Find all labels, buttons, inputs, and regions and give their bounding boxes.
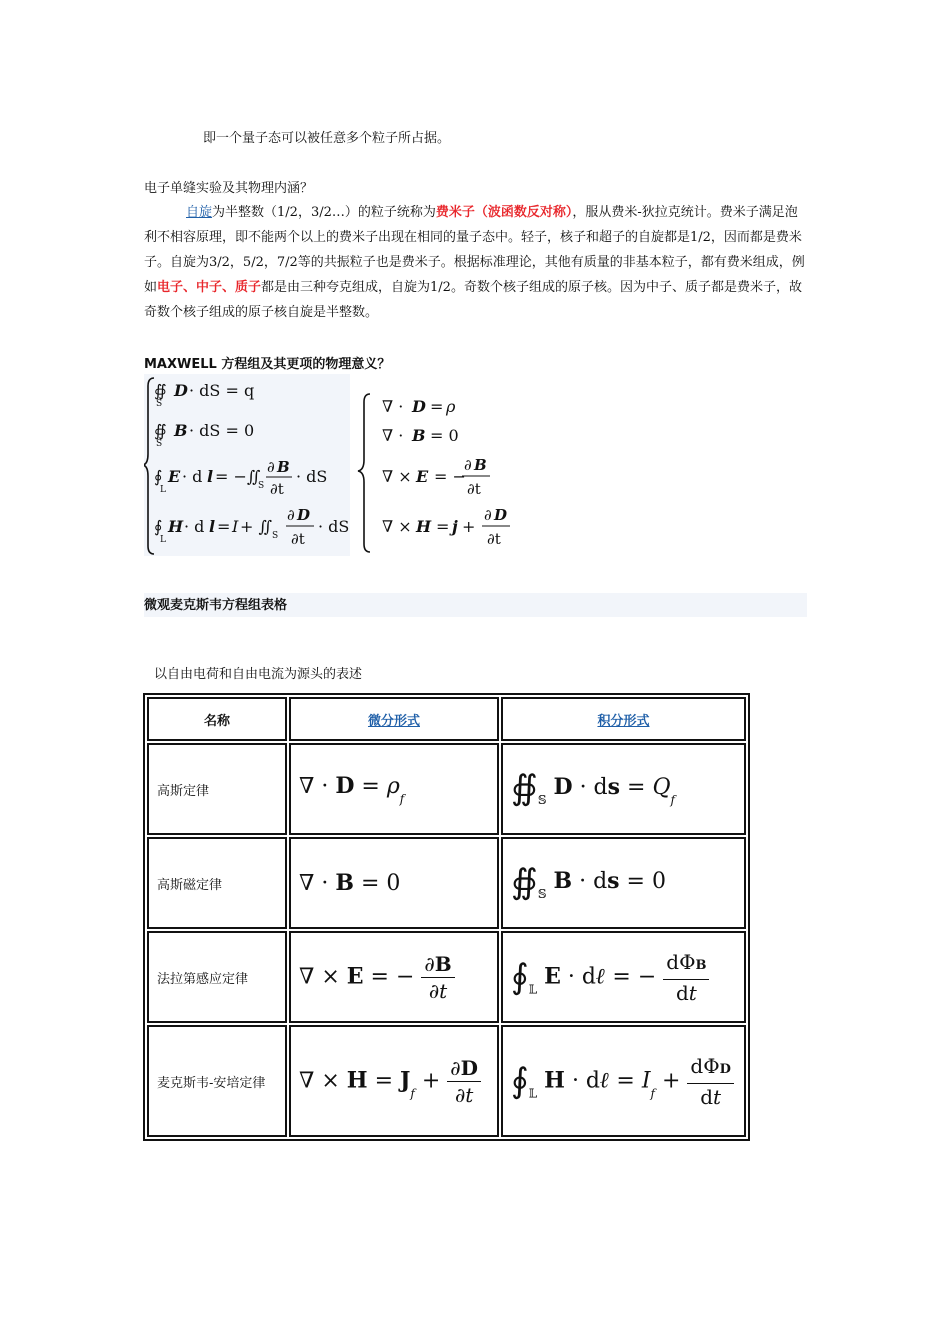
- svg-text:∯: ∯: [154, 421, 167, 440]
- svg-text:l: l: [207, 467, 214, 486]
- formula-faraday-differential: ∇ × E = − $\frac{\partial B}{\partial t}$: [289, 931, 499, 1023]
- heading-micro-maxwell: [144, 593, 807, 617]
- svg-text:B: B: [412, 426, 426, 445]
- svg-text:= −∬: = −∬: [215, 467, 261, 486]
- svg-text:=: =: [436, 517, 450, 536]
- svg-text:l: l: [209, 517, 216, 536]
- svg-text:j: j: [452, 517, 458, 536]
- svg-text:∂t: ∂t: [487, 530, 501, 548]
- svg-text:· dS: · dS: [318, 517, 350, 536]
- svg-text:I: I: [232, 517, 239, 536]
- question-single-slit: 电子单缝实验及其物理内涵？: [144, 181, 314, 196]
- svg-text:· dS = q: · dS = q: [189, 381, 255, 400]
- svg-text:D: D: [174, 381, 188, 400]
- svg-text:ρ: ρ: [446, 397, 456, 416]
- table-row: [147, 1025, 746, 1137]
- svg-text:∇ ·: ∇ ·: [382, 426, 404, 445]
- svg-text:D: D: [494, 506, 508, 524]
- heading-micro-maxwell-text: 微观麦克斯韦方程组表格: [144, 598, 288, 613]
- svg-text:S: S: [258, 481, 265, 491]
- row-name-ampere: 麦克斯韦-安培定律: [147, 1025, 287, 1137]
- fermion-highlight: 费米子（波函数反对称）: [435, 205, 573, 220]
- svg-text:=: =: [217, 517, 231, 536]
- spin-link[interactable]: 自旋: [186, 205, 213, 220]
- svg-text:D: D: [297, 506, 311, 524]
- svg-text:B: B: [474, 456, 487, 474]
- svg-text:L: L: [160, 535, 166, 545]
- svg-text:E: E: [416, 467, 429, 486]
- header-name: 名称: [147, 697, 287, 741]
- svg-text:+ ∬: + ∬: [240, 517, 273, 536]
- para-text-2: ，服从费米-狄拉克统计。费米子满足泡利不相容原理，即不能两个以上的费米子出现在相同的量子态中。轻子，核子和超子的自旋都是1/2，因而都是费米子。自旋为3/2，5/2，7/2等的共振粒子也是费米子。根据标准理论，其他有质量的非基本粒子，都有费米组成，例如: [144, 205, 805, 295]
- svg-text:∂: ∂: [267, 458, 275, 476]
- svg-text:∂t: ∂t: [467, 480, 481, 498]
- header-differential: [289, 697, 499, 741]
- table-caption: 以自由电荷和自由电流为源头的表述: [154, 667, 363, 682]
- table-row: [147, 743, 746, 835]
- table-header-row: [147, 697, 746, 741]
- svg-text:H: H: [416, 517, 432, 536]
- header-integral: [501, 697, 746, 741]
- para-text-3: 都是由三种夸克组成，自旋为1/2。奇数个核子组成的原子核。因为中子、质子都是费米子，故奇数个核子组成的原子核自旋是半整数。: [144, 280, 802, 320]
- svg-text:∯: ∯: [154, 381, 167, 400]
- svg-text:∮: ∮: [154, 467, 163, 486]
- maxwell-integral-image: [144, 374, 350, 556]
- formula-ampere-integral: $∮_𝕃$ H · dℓ = $I_f$ + $\frac{\text{dΦD}}{dt}$: [501, 1025, 746, 1137]
- integral-form-link[interactable]: 积分形式: [597, 713, 650, 729]
- maxwell-differential-image: [352, 388, 522, 556]
- formula-gauss-integral: $∯_𝕊$ D · ds = $Q_f$: [501, 743, 746, 835]
- formula-ampere-differential: ∇ × $H = J_f$ + $\frac{\partial D}{\partial t}$: [289, 1025, 499, 1137]
- svg-text:∂t: ∂t: [291, 530, 305, 548]
- svg-text:E: E: [168, 467, 181, 486]
- svg-text:S: S: [272, 531, 279, 541]
- table-row: [147, 837, 746, 929]
- svg-text:∇ ×: ∇ ×: [382, 517, 412, 536]
- svg-text:= 0: = 0: [430, 426, 459, 445]
- row-name-gauss: 高斯定律: [147, 743, 287, 835]
- differential-form-link[interactable]: 微分形式: [367, 713, 420, 729]
- svg-text:S: S: [156, 439, 163, 449]
- svg-text:B: B: [277, 458, 290, 476]
- svg-text:∂t: ∂t: [270, 480, 284, 498]
- formula-faraday-integral: $∮_𝕃$ E · dℓ = − $\frac{\text{dΦB}}{dt}$: [501, 931, 746, 1023]
- particles-highlight: 电子、中子、质子: [157, 280, 262, 295]
- row-name-faraday: 法拉第感应定律: [147, 931, 287, 1023]
- svg-text:· d: · d: [184, 517, 205, 536]
- formula-gauss-magnetism-differential: ∇ · B = 0: [289, 837, 499, 929]
- table-row: [147, 931, 746, 1023]
- svg-text:B: B: [174, 421, 188, 440]
- svg-text:∇ ·: ∇ ·: [382, 397, 404, 416]
- svg-text:∮: ∮: [154, 517, 163, 536]
- fermion-paragraph: [144, 200, 807, 325]
- svg-text:+: +: [462, 517, 476, 536]
- svg-text:S: S: [156, 399, 163, 409]
- svg-text:· dS = 0: · dS = 0: [189, 421, 255, 440]
- svg-text:· dS: · dS: [296, 467, 328, 486]
- svg-text:∂: ∂: [464, 456, 472, 474]
- svg-text:D: D: [412, 397, 426, 416]
- maxwell-table: [143, 693, 750, 1141]
- svg-text:∇ ×: ∇ ×: [382, 467, 412, 486]
- formula-gauss-magnetism-integral: $∯_𝕊$ B · ds = 0: [501, 837, 746, 929]
- heading-maxwell: MAXWELL 方程组及其更项的物理意义？: [144, 357, 391, 372]
- svg-text:∂: ∂: [287, 506, 295, 524]
- maxwell-differential-svg: [352, 388, 522, 556]
- svg-text:=: =: [430, 397, 444, 416]
- line-quantum-state: 即一个量子态可以被任意多个粒子所占据。: [203, 131, 451, 146]
- para-text-1: 为半整数（1/2，3/2…）的粒子统称为: [212, 205, 436, 220]
- maxwell-integral-svg: [144, 374, 350, 556]
- svg-text:= −: = −: [434, 467, 466, 486]
- svg-text:· d: · d: [182, 467, 203, 486]
- formula-gauss-differential: ∇ · $D = \rho_f$: [289, 743, 499, 835]
- svg-text:∂: ∂: [484, 506, 492, 524]
- row-name-gauss-magnetism: 高斯磁定律: [147, 837, 287, 929]
- svg-text:L: L: [160, 485, 166, 495]
- svg-text:H: H: [168, 517, 184, 536]
